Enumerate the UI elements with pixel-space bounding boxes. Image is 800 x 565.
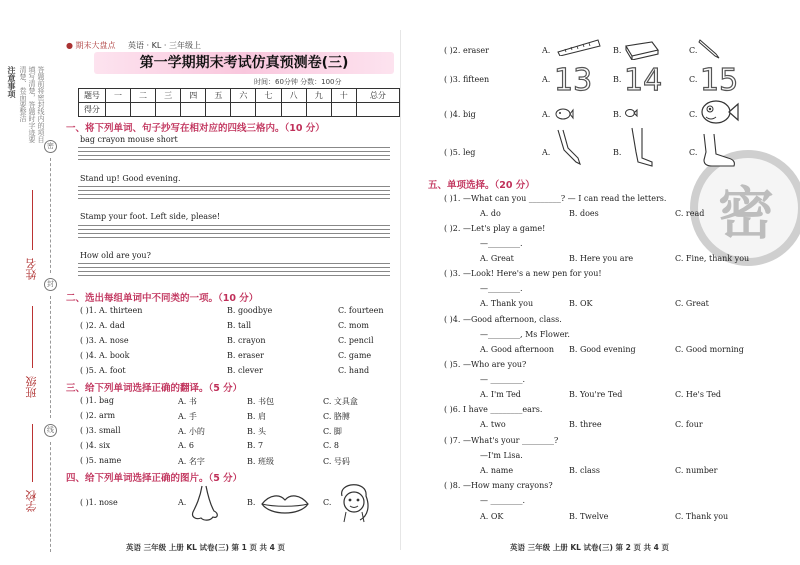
score-header: 一	[105, 89, 130, 103]
option-a: A. I'm Ted	[480, 390, 521, 399]
notice-text: 答题前将密封线内的项目填写清楚，答题时字迹要清楚、卷面要整洁	[19, 66, 45, 143]
option-a: A.	[542, 46, 551, 55]
question: ( )5. name	[80, 456, 122, 465]
binding-strip	[0, 0, 64, 565]
option-c: C. Thank you	[675, 512, 729, 521]
school-label: 学校	[25, 490, 38, 512]
score-cell[interactable]	[181, 103, 206, 117]
answer-blank: —I'm Lisa.	[480, 451, 523, 460]
option-c: C.	[323, 498, 332, 507]
score-value-row	[79, 103, 400, 117]
option-a: A. Thank you	[480, 299, 534, 308]
score-header: 九	[306, 89, 331, 103]
option-a: A. name	[480, 466, 514, 475]
option-c: C. 8	[323, 441, 340, 450]
page-footer: 英语 三年级 上册 KL 试卷(三) 第 2 页 共 4 页	[510, 543, 669, 552]
score-header: 四	[181, 89, 206, 103]
score-cell[interactable]	[231, 103, 256, 117]
arm-icon	[554, 128, 584, 168]
option-b: B. does	[569, 209, 599, 218]
foot-icon	[698, 132, 738, 168]
question: ( )4. A. book	[80, 351, 130, 360]
seal-line	[50, 158, 51, 273]
class-label: 班级	[25, 376, 38, 398]
question: ( )1. —What can you ________? — I can read the letters.	[444, 194, 667, 203]
option-a: A. Great	[480, 254, 514, 263]
question: ( )4. big	[444, 110, 476, 119]
option-c: C. four	[675, 420, 703, 429]
seal-char-3: 线	[44, 424, 57, 437]
option-b: B. 头	[247, 427, 266, 436]
section-3-title: 三、给下列单词选择正确的翻译。（5 分）	[66, 383, 243, 394]
number-14-text: 14	[624, 63, 662, 94]
section-5-title: 五、单项选择。（20 分）	[428, 180, 535, 191]
option-c: C. number	[675, 466, 718, 475]
option-a: A. 小的	[178, 427, 205, 436]
number-13-image	[552, 62, 592, 94]
score-header: 三	[156, 89, 181, 103]
score-header-row	[79, 89, 400, 103]
option-c: C.	[689, 75, 698, 84]
option-c: C. 号码	[323, 457, 350, 466]
number-15-image	[698, 62, 738, 94]
option-c: C.	[689, 46, 698, 55]
brand-tag: ● 期末大盘点	[66, 41, 116, 50]
answer-blank: —________, Ms Flower.	[480, 330, 570, 339]
option-c: C. Fine, thank you	[675, 254, 750, 263]
option-c: C. hand	[338, 366, 370, 375]
option-b: B. OK	[569, 299, 593, 308]
score-cell[interactable]	[331, 103, 356, 117]
class-field[interactable]	[32, 306, 33, 368]
leg-icon	[622, 126, 658, 170]
question: ( )1. nose	[80, 498, 118, 507]
option-b: B. 7	[247, 441, 264, 450]
answer-blank: — ________.	[480, 375, 526, 384]
option-a: A.	[542, 148, 551, 157]
question: ( )3. A. nose	[80, 336, 129, 345]
school-field[interactable]	[32, 424, 33, 482]
option-c: C. read	[675, 209, 705, 218]
score-cell[interactable]	[206, 103, 231, 117]
section-1-title: 一、将下列单词、句子抄写在相对应的四线三格内。（10 分）	[66, 123, 325, 134]
option-a: A. 手	[178, 412, 197, 421]
copy-words-4: How old are you?	[80, 251, 151, 260]
page-footer: 英语 三年级 上册 KL 试卷(三) 第 1 页 共 4 页	[126, 543, 285, 552]
option-b: B. class	[569, 466, 600, 475]
question: ( )1. A. thirteen	[80, 306, 143, 315]
question: ( )4. six	[80, 441, 111, 450]
score-header: 十	[331, 89, 356, 103]
option-b: B. goodbye	[227, 306, 273, 315]
option-b: B.	[613, 148, 622, 157]
score-cell[interactable]	[156, 103, 181, 117]
option-a: A. OK	[480, 512, 504, 521]
option-b: B. clever	[227, 366, 263, 375]
number-13-text: 13	[554, 63, 592, 94]
option-b: B. 班级	[247, 457, 274, 466]
question: ( )2. arm	[80, 411, 116, 420]
question: ( )1. bag	[80, 396, 114, 405]
option-b: B. You're Ted	[569, 390, 623, 399]
option-c: C. Great	[675, 299, 709, 308]
notice-title: 注意事项	[7, 66, 16, 98]
seal-char-1: 密	[44, 140, 57, 153]
answer-blank: —________.	[480, 239, 523, 248]
option-b: B. 肩	[247, 412, 266, 421]
number-14-image	[622, 62, 662, 94]
pencil-icon	[698, 36, 722, 60]
question: ( )3. fifteen	[444, 75, 490, 84]
option-c: C. game	[338, 351, 372, 360]
option-a: A.	[542, 75, 551, 84]
score-cell[interactable]	[281, 103, 306, 117]
seal-line	[50, 296, 51, 418]
score-header: 总分	[356, 89, 399, 103]
number-15-text: 15	[700, 63, 738, 94]
watermark-stamp: 密	[690, 150, 800, 266]
question: ( )2. eraser	[444, 46, 489, 55]
copy-words-2: Stand up! Good evening.	[80, 174, 181, 183]
name-field[interactable]	[32, 190, 33, 250]
section-4-title: 四、给下列单词选择正确的图片。（5 分）	[66, 473, 243, 484]
question: ( )5. A. foot	[80, 366, 126, 375]
seal-char-2: 封	[44, 278, 57, 291]
answer-blank: —________.	[480, 284, 523, 293]
page-two	[400, 0, 800, 565]
score-row-label: 得分	[79, 103, 106, 117]
copy-words-3: Stamp your foot. Left side, please!	[80, 212, 221, 221]
option-a: A. 名字	[178, 457, 205, 466]
score-header: 八	[281, 89, 306, 103]
question: ( )3. small	[80, 426, 121, 435]
girl-face-icon	[334, 476, 374, 524]
option-b: B. tall	[227, 321, 252, 330]
option-b: B. Good evening	[569, 345, 636, 354]
option-a: A.	[178, 498, 187, 507]
option-b: B. 书包	[247, 397, 274, 406]
option-b: B. crayon	[227, 336, 266, 345]
option-a: A. 书	[178, 397, 197, 406]
option-c: C. fourteen	[338, 306, 384, 315]
option-b: B.	[613, 46, 622, 55]
copy-words-1: bag crayon mouse short	[80, 135, 178, 144]
option-b: B.	[613, 75, 622, 84]
score-header: 题号	[79, 89, 106, 103]
option-c: C.	[689, 110, 698, 119]
option-b: B. three	[569, 420, 602, 429]
option-b: B. Twelve	[569, 512, 609, 521]
nose-icon	[188, 484, 220, 524]
option-a: A. Good afternoon	[480, 345, 554, 354]
ruler-icon	[556, 38, 602, 56]
writing-lines[interactable]	[78, 225, 390, 239]
eraser-icon	[622, 38, 662, 60]
option-c: C. 胳膊	[323, 412, 350, 421]
question: ( )4. —Good afternoon, class.	[444, 315, 562, 324]
writing-lines[interactable]	[78, 147, 390, 161]
question: ( )2. —Let's play a game!	[444, 224, 546, 233]
option-c: C. He's Ted	[675, 390, 722, 399]
exam-meta: 时间：60分钟 分数：100分	[254, 78, 342, 86]
page-title: 第一学期期末考试仿真预测卷(三)	[139, 55, 349, 71]
score-header: 五	[206, 89, 231, 103]
question: ( )3. —Look! Here's a new pen for you!	[444, 269, 602, 278]
option-c: C. mom	[338, 321, 369, 330]
page-one	[64, 0, 400, 565]
question: ( )8. —How many crayons?	[444, 481, 553, 490]
score-table	[78, 88, 400, 117]
score-cell[interactable]	[306, 103, 331, 117]
score-header: 六	[231, 89, 256, 103]
option-a: A.	[542, 110, 551, 119]
answer-blank: — ________.	[480, 496, 526, 505]
question: ( )6. I have ________ears.	[444, 405, 543, 414]
question: ( )5. leg	[444, 148, 476, 157]
option-c: C. 脚	[323, 427, 342, 436]
big-fish-icon	[698, 94, 740, 130]
option-c: C. pencil	[338, 336, 374, 345]
option-c: C. Good morning	[675, 345, 744, 354]
lips-icon	[260, 490, 310, 520]
option-a: A. two	[480, 420, 506, 429]
writing-lines[interactable]	[78, 263, 390, 277]
question: ( )5. —Who are you?	[444, 360, 527, 369]
tiny-fish-icon	[624, 106, 638, 120]
score-header: 二	[130, 89, 155, 103]
question: ( )7. —What's your ________?	[444, 436, 559, 445]
score-cell[interactable]	[105, 103, 130, 117]
score-header: 七	[256, 89, 281, 103]
name-label: 姓名	[25, 258, 38, 280]
score-cell[interactable]	[256, 103, 281, 117]
option-c: C.	[689, 148, 698, 157]
option-a: A. 6	[178, 441, 194, 450]
option-b: B.	[247, 498, 256, 507]
option-b: B. Here you are	[569, 254, 634, 263]
question: ( )2. A. dad	[80, 321, 125, 330]
score-cell[interactable]	[130, 103, 155, 117]
option-c: C. 文具盒	[323, 397, 358, 406]
option-b: B.	[613, 110, 622, 119]
option-b: B. eraser	[227, 351, 264, 360]
score-cell[interactable]	[356, 103, 399, 117]
section-2-title: 二、选出每组单词中不同类的一项。（10 分）	[66, 293, 259, 304]
seal-line	[50, 442, 51, 552]
subject-tag: 英语 · KL · 三年级上	[128, 41, 201, 50]
writing-lines[interactable]	[78, 186, 390, 200]
option-a: A. do	[480, 209, 501, 218]
small-fish-icon	[554, 104, 574, 124]
